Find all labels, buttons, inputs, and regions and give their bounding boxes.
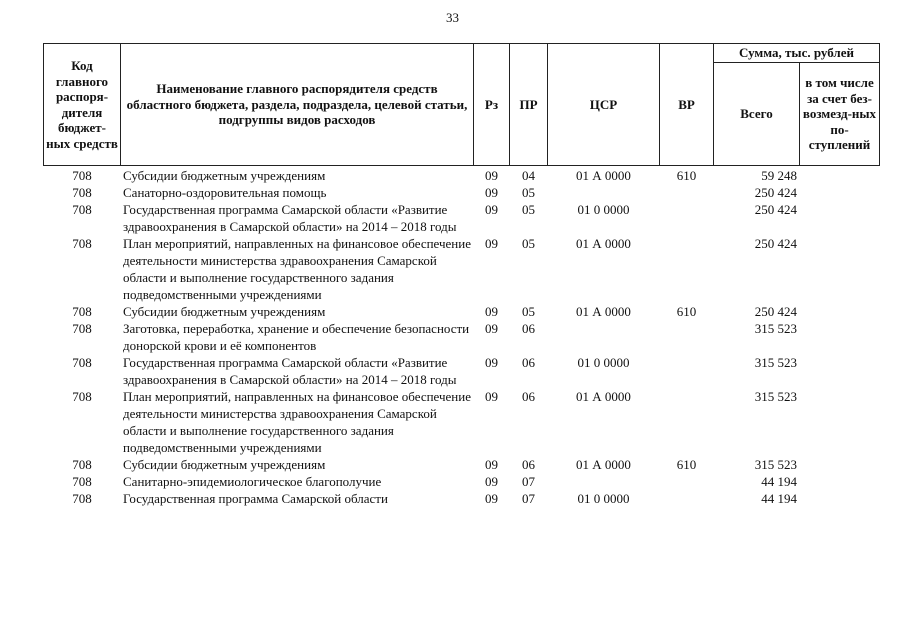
table-row: [44, 388, 880, 456]
vr-cell: 610: [676, 457, 697, 472]
rz-cell: 09: [485, 474, 498, 489]
rz-cell: 09: [485, 236, 498, 251]
code-cell: 708: [72, 202, 92, 217]
pr-cell: 05: [522, 236, 535, 251]
header-pr: ПР: [510, 44, 548, 166]
total-cell: 44 194: [761, 474, 797, 489]
rz-cell: 09: [485, 355, 498, 370]
csr-cell: 01 0 0000: [577, 202, 630, 217]
name-cell: Государственная программа Самарской области: [123, 491, 388, 506]
pr-cell: 06: [522, 457, 535, 472]
header-name: Наименование главного распорядителя средств областного бюджета, раздела, подраздела, целевой статьи, подгруппы видов расходов: [121, 44, 474, 166]
name-cell: План мероприятий, направленных на финансовое обеспечение деятельности министерства здравоохранения Самарской области и выполнение государственного задания подведомственными учреждениями: [123, 236, 471, 302]
table-body: [44, 166, 880, 508]
code-cell: 708: [72, 236, 92, 251]
code-cell: 708: [72, 474, 92, 489]
total-cell: 315 523: [754, 321, 797, 336]
grants-cell: [800, 388, 880, 456]
grants-cell: [800, 456, 880, 473]
grants-cell: [800, 184, 880, 201]
total-cell: 250 424: [754, 185, 797, 200]
rz-cell: 09: [485, 185, 498, 200]
csr-cell: [548, 473, 660, 490]
grants-cell: [800, 473, 880, 490]
csr-cell: 01 А 0000: [576, 168, 631, 183]
header-sum: Сумма, тыс. рублей: [714, 44, 880, 63]
grants-cell: [800, 354, 880, 388]
header-code: Код главного распоря-дителя бюджет-ных средств: [44, 44, 121, 166]
header-grants: в том числе за счет без-возмезд-ных по-ступлений: [800, 63, 880, 166]
pr-cell: 07: [522, 491, 535, 506]
pr-cell: 04: [522, 168, 535, 183]
table-row: [44, 201, 880, 235]
grants-cell: [800, 320, 880, 354]
table-row: [44, 184, 880, 201]
table-row: [44, 235, 880, 303]
vr-cell: [660, 473, 714, 490]
header-csr: ЦСР: [548, 44, 660, 166]
vr-cell: [660, 354, 714, 388]
total-cell: 250 424: [754, 202, 797, 217]
grants-cell: [800, 490, 880, 507]
name-cell: Санитарно-эпидемиологическое благополучие: [123, 474, 382, 489]
table-row: [44, 354, 880, 388]
code-cell: 708: [72, 491, 92, 506]
csr-cell: 01 А 0000: [576, 236, 631, 251]
pr-cell: 06: [522, 321, 535, 336]
vr-cell: [660, 490, 714, 507]
csr-cell: 01 0 0000: [577, 491, 630, 506]
code-cell: 708: [72, 355, 92, 370]
name-cell: План мероприятий, направленных на финансовое обеспечение деятельности министерства здравоохранения Самарской области и выполнение государственного задания подведомственными учреждениями: [123, 389, 471, 455]
vr-cell: [660, 388, 714, 456]
table-row: [44, 490, 880, 507]
vr-cell: [660, 184, 714, 201]
rz-cell: 09: [485, 304, 498, 319]
vr-cell: [660, 320, 714, 354]
table-row: [44, 166, 880, 185]
code-cell: 708: [72, 185, 92, 200]
csr-cell: 01 0 0000: [577, 355, 630, 370]
name-cell: Субсидии бюджетным учреждениям: [123, 168, 326, 183]
vr-cell: [660, 201, 714, 235]
table-row: [44, 473, 880, 490]
pr-cell: 05: [522, 304, 535, 319]
total-cell: 315 523: [754, 389, 797, 404]
name-cell: Заготовка, переработка, хранение и обеспечение безопасности донорской крови и её компонентов: [123, 321, 470, 353]
total-cell: 315 523: [754, 355, 797, 370]
table-row: [44, 456, 880, 473]
header-vr: ВР: [660, 44, 714, 166]
rz-cell: 09: [485, 321, 498, 336]
vr-cell: [660, 235, 714, 303]
total-cell: 250 424: [754, 236, 797, 251]
code-cell: 708: [72, 168, 92, 183]
csr-cell: [548, 320, 660, 354]
code-cell: 708: [72, 321, 92, 336]
csr-cell: [548, 184, 660, 201]
total-cell: 59 248: [761, 168, 797, 183]
name-cell: Государственная программа Самарской области «Развитие здравоохранения в Самарской области» на 2014 – 2018 годы: [123, 355, 457, 387]
budget-table: [43, 43, 880, 507]
rz-cell: 09: [485, 168, 498, 183]
rz-cell: 09: [485, 457, 498, 472]
table-header: [44, 44, 880, 166]
grants-cell: [800, 303, 880, 320]
code-cell: 708: [72, 304, 92, 319]
grants-cell: [800, 235, 880, 303]
pr-cell: 07: [522, 474, 535, 489]
name-cell: Государственная программа Самарской области «Развитие здравоохранения в Самарской области» на 2014 – 2018 годы: [123, 202, 457, 234]
grants-cell: [800, 166, 880, 185]
rz-cell: 09: [485, 491, 498, 506]
page-number: 33: [446, 10, 459, 25]
code-cell: 708: [72, 389, 92, 404]
pr-cell: 05: [522, 202, 535, 217]
csr-cell: 01 А 0000: [576, 304, 631, 319]
grants-cell: [800, 201, 880, 235]
total-cell: 315 523: [754, 457, 797, 472]
rz-cell: 09: [485, 389, 498, 404]
csr-cell: 01 А 0000: [576, 457, 631, 472]
code-cell: 708: [72, 457, 92, 472]
total-cell: 250 424: [754, 304, 797, 319]
vr-cell: 610: [676, 168, 697, 183]
csr-cell: 01 А 0000: [576, 389, 631, 404]
total-cell: 44 194: [761, 491, 797, 506]
name-cell: Санаторно-оздоровительная помощь: [123, 185, 327, 200]
rz-cell: 09: [485, 202, 498, 217]
pr-cell: 06: [522, 389, 535, 404]
header-total: Всего: [714, 63, 800, 166]
table-row: [44, 303, 880, 320]
table-row: [44, 320, 880, 354]
pr-cell: 06: [522, 355, 535, 370]
vr-cell: 610: [676, 304, 697, 319]
pr-cell: 05: [522, 185, 535, 200]
name-cell: Субсидии бюджетным учреждениям: [123, 457, 326, 472]
name-cell: Субсидии бюджетным учреждениям: [123, 304, 326, 319]
header-rz: Рз: [474, 44, 510, 166]
